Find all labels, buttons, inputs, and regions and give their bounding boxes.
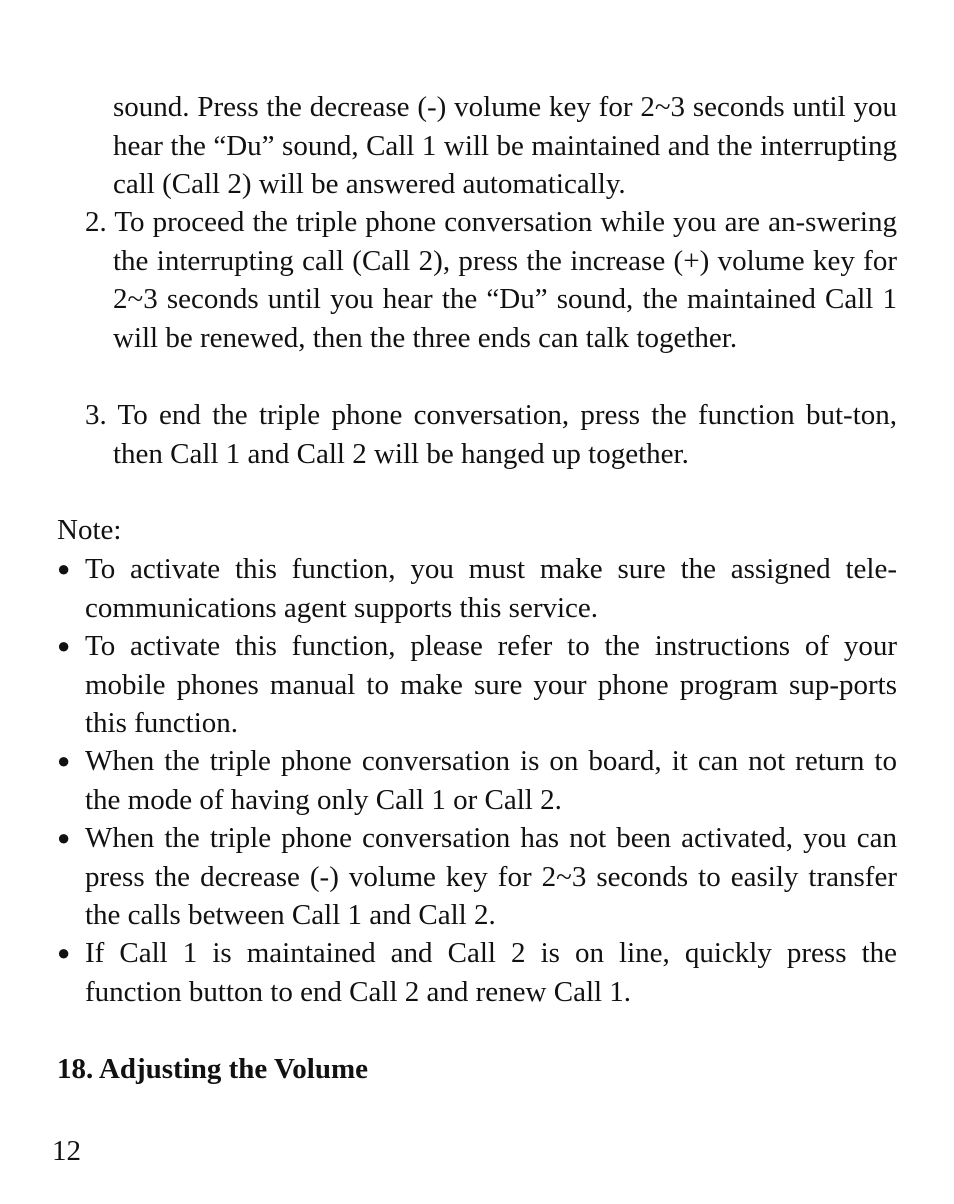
bullet-dot-icon: ● — [57, 940, 71, 965]
section-heading: 18. Adjusting the Volume — [57, 1053, 369, 1085]
note-bullet-text: When the triple phone conversation has not been activated, you can press the decrease (-) volume key for 2~3 seconds to easily transfer the calls between Call 1 and Call 2. — [85, 822, 897, 931]
note-bullet-item — [57, 550, 897, 627]
note-bullet-item — [57, 627, 897, 743]
note-label: Note: — [57, 514, 122, 546]
numbered-item-3: 3. To end the triple phone conversation, press the function but-ton, then Call 1 and Call 2 will be hanged up together. — [85, 399, 897, 470]
note-bullet-text: If Call 1 is maintained and Call 2 is on line, quickly press the function button to end Call 2 and renew Call 1. — [85, 937, 897, 1008]
note-bullet-text: To activate this function, you must make sure the assigned tele-communications agent supports this service. — [85, 553, 897, 624]
note-bullet-item — [57, 934, 897, 1011]
bullet-dot-icon: ● — [57, 556, 71, 581]
numbered-item-2: 2. To proceed the triple phone conversation while you are an-swering the interrupting call (Call 2), press the increase (+) volume key for 2~3 seconds until you hear the “Du” sound, the maintained Call 1 will be renewed, then the three ends can talk together. — [85, 206, 897, 354]
note-bullet-text: When the triple phone conversation is on board, it can not return to the mode of having only Call 1 or Call 2. — [85, 745, 897, 816]
note-bullet-item — [57, 742, 897, 819]
continuation-paragraph: sound. Press the decrease (-) volume key for 2~3 seconds until you hear the “Du” sound, Call 1 will be maintained and the interrupting call (Call 2) will be answered automatically. — [113, 91, 897, 200]
note-bullet-item — [57, 819, 897, 935]
page-number: 12 — [52, 1135, 81, 1167]
note-bullet-text: To activate this function, please refer to the instructions of your mobile phones manual to make sure your phone program sup-ports this function. — [85, 630, 897, 739]
bullet-dot-icon: ● — [57, 748, 71, 773]
bullet-dot-icon: ● — [57, 825, 71, 850]
bullet-dot-icon: ● — [57, 633, 71, 658]
